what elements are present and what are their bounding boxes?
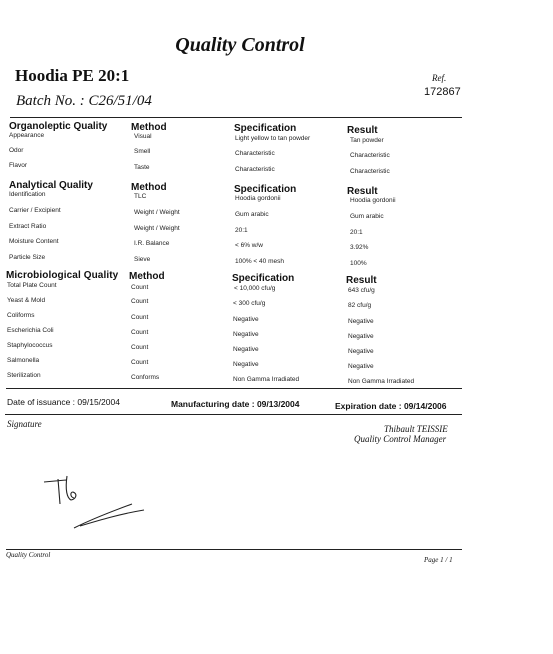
table-bottom-divider bbox=[6, 388, 462, 389]
row-method: Weight / Weight bbox=[134, 209, 180, 216]
ref-value: 172867 bbox=[424, 86, 461, 98]
ref-label: Ref. bbox=[432, 73, 447, 83]
row-label: Carrier / Excipient bbox=[9, 207, 61, 214]
column-heading-result: Result bbox=[346, 275, 377, 286]
row-method: Sieve bbox=[134, 256, 151, 263]
row-label: Extract Ratio bbox=[9, 223, 47, 230]
row-method: Weight / Weight bbox=[134, 225, 180, 232]
document-title: Quality Control bbox=[175, 34, 305, 56]
row-spec: Gum arabic bbox=[235, 211, 269, 218]
column-heading-method: Method bbox=[131, 182, 167, 193]
footer-page-number: Page 1 / 1 bbox=[424, 556, 453, 564]
batch-number: Batch No. : C26/51/04 bbox=[16, 93, 152, 109]
footer-left: Quality Control bbox=[6, 551, 51, 559]
row-result: 100% bbox=[350, 260, 367, 267]
column-heading-specification: Specification bbox=[234, 184, 297, 195]
row-spec: Light yellow to tan powder bbox=[235, 135, 311, 142]
row-label: Appearance bbox=[9, 132, 45, 139]
column-heading-specification: Specification bbox=[232, 273, 295, 284]
row-spec: Negative bbox=[233, 346, 259, 353]
row-result: 20:1 bbox=[350, 229, 363, 236]
handwritten-signature bbox=[40, 470, 150, 540]
dates-divider bbox=[5, 414, 462, 415]
row-label: Moisture Content bbox=[9, 238, 59, 245]
row-spec: 100% < 40 mesh bbox=[235, 258, 284, 265]
row-result: Negative bbox=[348, 333, 374, 340]
manufacturing-date: Manufacturing date : 09/13/2004 bbox=[171, 399, 300, 409]
footer-divider bbox=[6, 549, 462, 550]
row-label: Escherichia Coli bbox=[7, 327, 54, 334]
row-result: Negative bbox=[348, 363, 374, 370]
row-label: Sterilization bbox=[7, 372, 41, 379]
header-divider bbox=[10, 117, 462, 118]
row-result: 3.92% bbox=[350, 244, 369, 251]
column-heading-method: Method bbox=[129, 271, 165, 282]
column-heading-specification: Specification bbox=[234, 123, 297, 134]
issuance-date: Date of issuance : 09/15/2004 bbox=[7, 397, 120, 407]
row-label: Total Plate Count bbox=[7, 282, 57, 289]
row-method: Smell bbox=[134, 148, 151, 155]
column-heading-result: Result bbox=[347, 186, 378, 197]
row-result: Characteristic bbox=[350, 168, 390, 175]
expiration-date: Expiration date : 09/14/2006 bbox=[335, 401, 447, 411]
row-label: Salmonella bbox=[7, 357, 40, 364]
column-heading-method: Method bbox=[131, 122, 167, 133]
row-spec: < 300 cfu/g bbox=[233, 300, 266, 307]
row-spec: 20:1 bbox=[235, 227, 248, 234]
row-method: Count bbox=[131, 344, 149, 351]
row-result: Negative bbox=[348, 318, 374, 325]
row-result: Non Gamma Irradiated bbox=[348, 378, 415, 385]
section-heading-organoleptic: Organoleptic Quality bbox=[9, 121, 108, 132]
row-label: Particle Size bbox=[9, 254, 46, 261]
row-spec: Characteristic bbox=[235, 150, 275, 157]
row-method: I.R. Balance bbox=[134, 240, 170, 247]
row-label: Coliforms bbox=[7, 312, 35, 319]
row-spec: Characteristic bbox=[235, 166, 275, 173]
row-spec: Negative bbox=[233, 331, 259, 338]
row-spec: < 6% w/w bbox=[235, 242, 263, 249]
row-result: Hoodia gordonii bbox=[350, 197, 396, 204]
row-method: Taste bbox=[134, 164, 150, 171]
row-label: Odor bbox=[9, 147, 24, 154]
row-method: Count bbox=[131, 284, 149, 291]
row-method: Count bbox=[131, 359, 149, 366]
row-spec: Negative bbox=[233, 361, 259, 368]
row-method: Conforms bbox=[131, 374, 160, 381]
column-heading-result: Result bbox=[347, 125, 378, 136]
row-label: Flavor bbox=[9, 162, 28, 169]
row-spec: < 10,000 cfu/g bbox=[234, 285, 276, 292]
row-result: Negative bbox=[348, 348, 374, 355]
row-label: Yeast & Mold bbox=[7, 297, 46, 304]
section-heading-analytical: Analytical Quality bbox=[9, 180, 93, 191]
row-result: 82 cfu/g bbox=[348, 302, 372, 309]
row-label: Staphylococcus bbox=[7, 342, 53, 349]
row-result: 643 cfu/g bbox=[348, 287, 375, 294]
row-method: Count bbox=[131, 329, 149, 336]
row-spec: Hoodia gordonii bbox=[235, 195, 281, 202]
signature-label: Signature bbox=[7, 419, 42, 429]
product-name: Hoodia PE 20:1 bbox=[15, 66, 130, 85]
row-spec: Negative bbox=[233, 316, 259, 323]
row-result: Tan powder bbox=[350, 137, 384, 144]
row-method: TLC bbox=[134, 193, 147, 200]
row-result: Gum arabic bbox=[350, 213, 384, 220]
section-heading-microbiological: Microbiological Quality bbox=[6, 270, 119, 281]
row-spec: Non Gamma Irradiated bbox=[233, 376, 300, 383]
signer-role: Quality Control Manager bbox=[354, 434, 447, 444]
row-result: Characteristic bbox=[350, 152, 390, 159]
row-method: Count bbox=[131, 314, 149, 321]
row-method: Count bbox=[131, 298, 149, 305]
row-method: Visual bbox=[134, 133, 152, 140]
signer-name: Thibault TEISSIE bbox=[384, 424, 448, 434]
row-label: Identification bbox=[9, 191, 46, 198]
